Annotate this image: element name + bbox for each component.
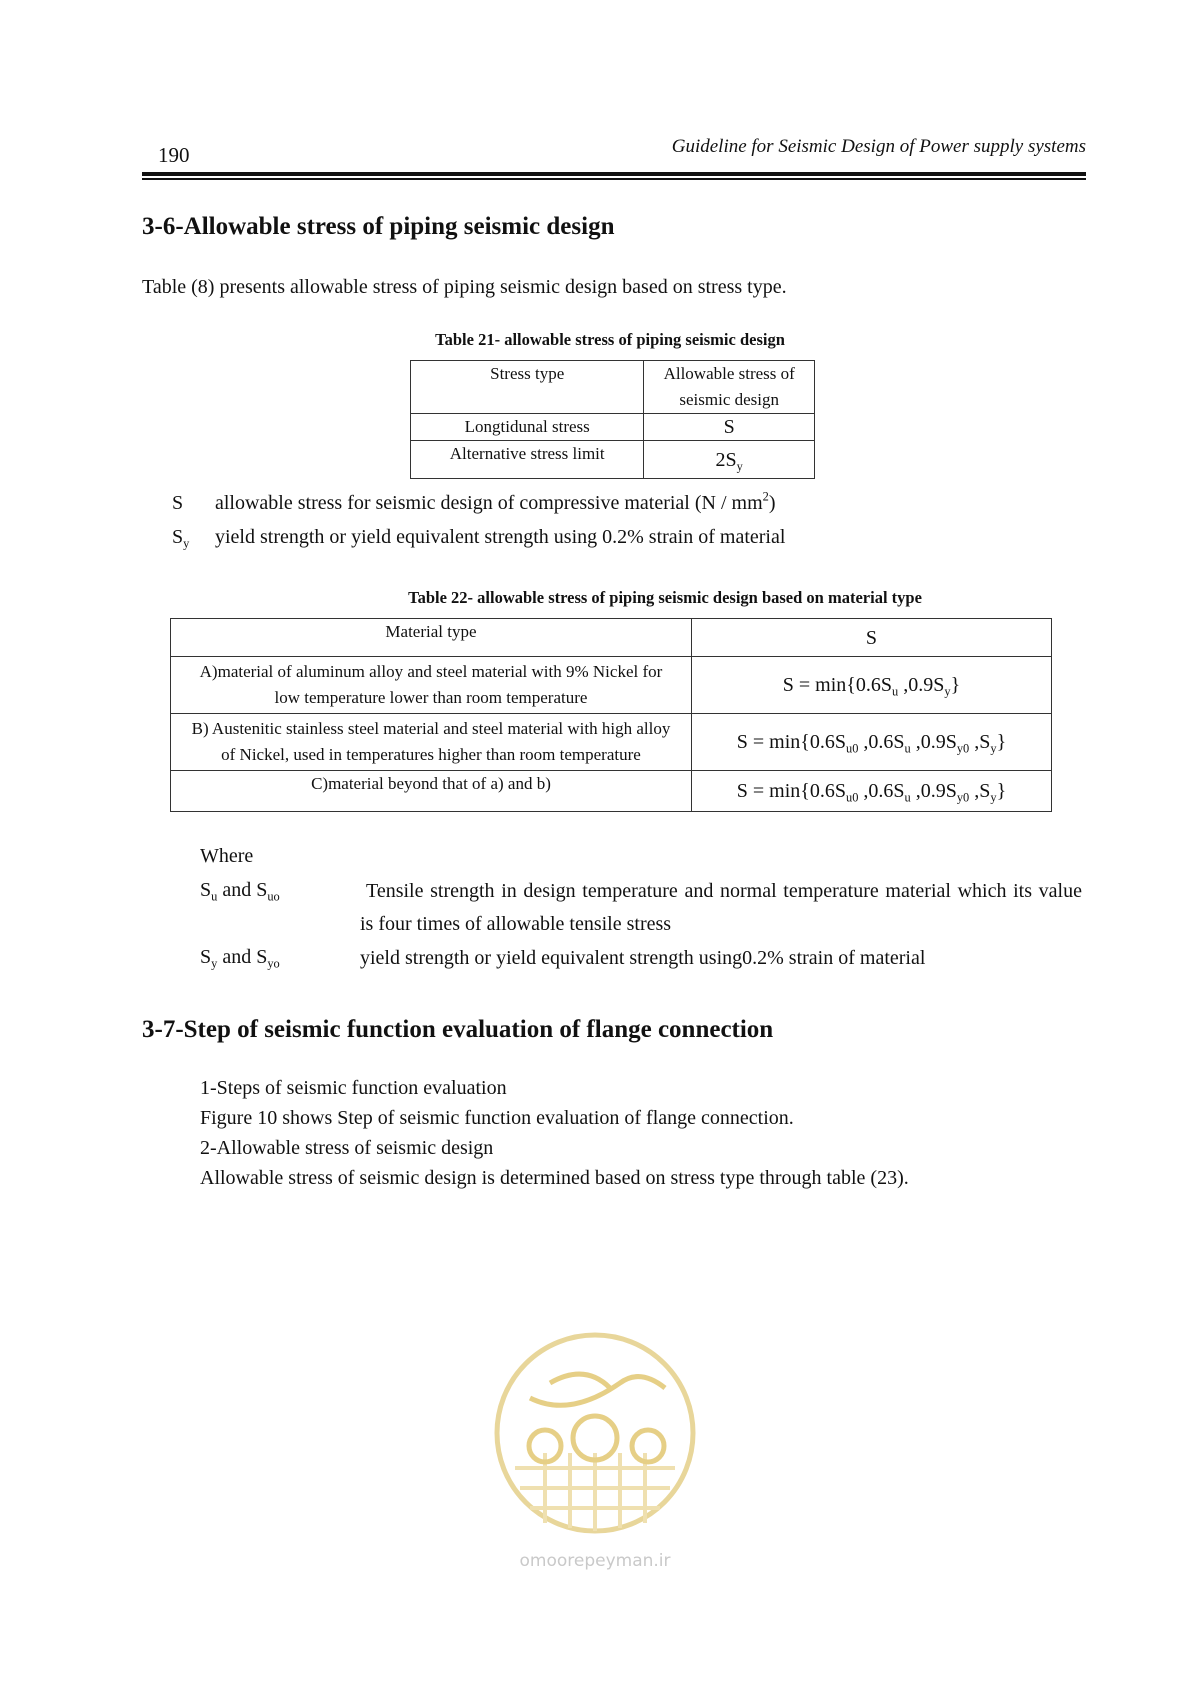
table22 (170, 618, 1052, 812)
body-line: Allowable stress of seismic design is determined based on stress type through table (23). (200, 1167, 909, 1189)
definition-text: allowable stress for seismic design of compressive material $(N / mm^2)$ (215, 489, 776, 514)
page-number: 190 (158, 143, 190, 167)
running-title: Guideline for Seismic Design of Power supply systems (671, 136, 1086, 157)
section-heading-3-7: 3-7-Step of seismic function evaluation of flange connection (142, 1016, 774, 1043)
table-row (171, 771, 1052, 812)
table21-cell-value: S (644, 414, 815, 441)
table22-formula-b: $S = \min\{0.6S_{u0}$ $,0.6S_u$ $,0.9S_{y0}$ $,S_y$} (691, 714, 1051, 771)
table21 (410, 360, 815, 479)
where-symbol: $S_y$ and $S_{yo}$ (200, 946, 280, 971)
body-line: Figure 10 shows Step of seismic function evaluation of flange connection. (200, 1107, 794, 1129)
section-heading-3-6: 3-6-Allowable stress of piping seismic design (142, 213, 615, 240)
watermark-logo (490, 1328, 700, 1573)
section-intro: Table (8) presents allowable stress of piping seismic design based on stress type. (142, 276, 787, 298)
table21-cell-value: $2S_y$ (644, 441, 815, 479)
body-line: 1-Steps of seismic function evaluation (200, 1077, 507, 1099)
table21-cell-type: Longtidunal stress (411, 414, 644, 441)
table22-header-material: Material type (171, 619, 692, 657)
table-row (411, 361, 815, 414)
table-row (171, 657, 1052, 714)
watermark-seal-icon (490, 1328, 700, 1573)
table-row (411, 414, 815, 441)
table21-header-value: Allowable stress of seismic design (644, 361, 815, 414)
table21-cell-type: Alternative stress limit (411, 441, 644, 479)
table21-header-type: Stress type (411, 361, 644, 414)
table-row (171, 714, 1052, 771)
definition-symbol: S (172, 492, 184, 514)
table22-formula-c: $S = \min\{0.6S_{u0}$ $,0.6S_u$ $,0.9S_{y0}$ $,S_y$} (691, 771, 1051, 812)
table22-cell-material: B) Austenitic stainless steel material and steel material with high alloy of Nickel, used in temperatures higher than room temperature (171, 714, 692, 771)
table22-header-s: S (691, 619, 1051, 657)
where-text: yield strength or yield equivalent strength using0.2% strain of material (360, 947, 926, 969)
table22-cell-material: A)material of aluminum alloy and steel material with 9% Nickel for low temperature lower than room temperature (171, 657, 692, 714)
watermark-text: omoorepeyman.ir (519, 1551, 671, 1571)
header-rule-thin (142, 178, 1086, 180)
definition-text: yield strength or yield equivalent strength using 0.2% strain of material (215, 526, 786, 548)
body-line: 2-Allowable stress of seismic design (200, 1137, 494, 1159)
table21-caption: Table 21- allowable stress of piping seismic design (435, 330, 785, 349)
where-label: Where (200, 845, 254, 867)
definition-symbol: $S_y$ (172, 526, 190, 551)
table22-cell-material: C)material beyond that of a) and b) (171, 771, 692, 812)
where-symbol: $S_u$ and $S_{uo}$ (200, 879, 280, 904)
table22-formula-a: $S = \min\{0.6S_u$ $,0.9S_y$} (691, 657, 1051, 714)
where-text: Tensile strength in design temperature and normal temperature material which its value is four times of allowable tensile stress (360, 880, 1082, 935)
header-rule-thick (142, 172, 1086, 176)
table-row (411, 441, 815, 479)
section-37-body (200, 1073, 909, 1193)
table22-caption: Table 22- allowable stress of piping seismic design based on material type (408, 588, 922, 607)
table-row (171, 619, 1052, 657)
